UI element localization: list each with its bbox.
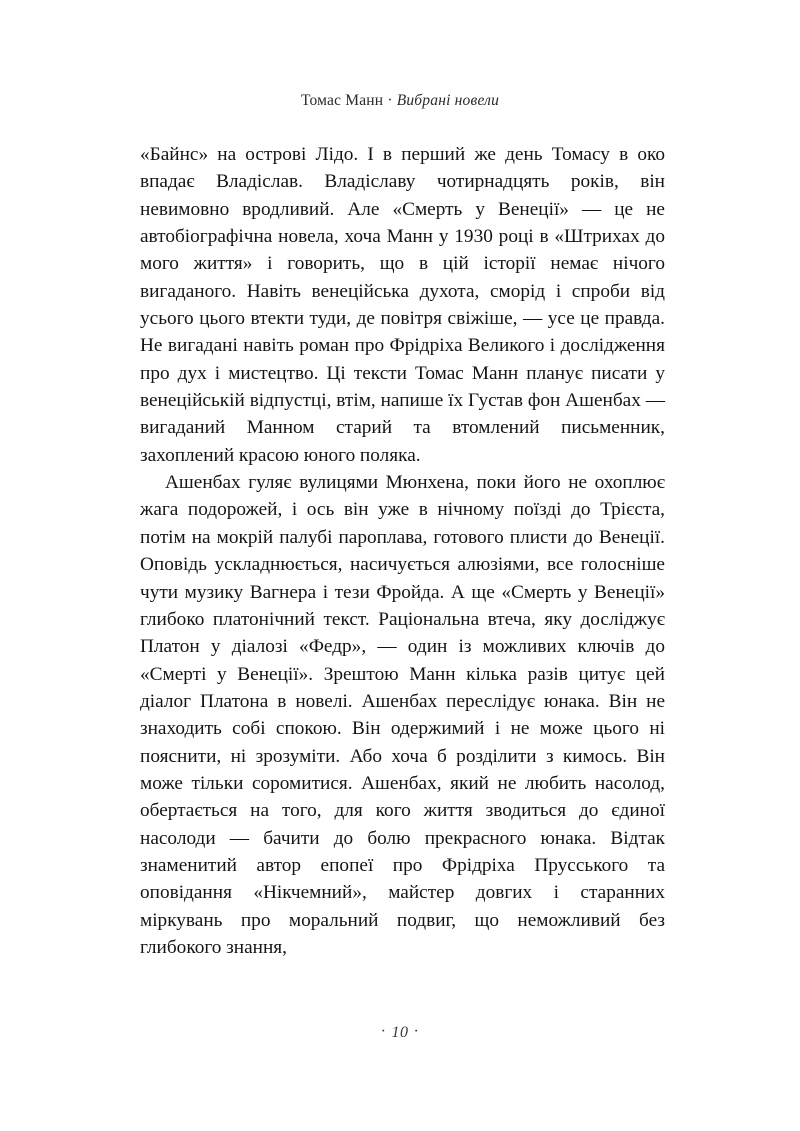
- page-number: [0, 1024, 800, 1042]
- body-text-block: [140, 141, 665, 961]
- running-head-title: Вибрані новели: [396, 92, 500, 109]
- running-head-author: Томас Манн: [300, 92, 384, 109]
- folio-right-ornament: ·: [413, 1023, 420, 1040]
- running-head: [0, 91, 800, 111]
- running-head-separator: ·: [387, 92, 393, 109]
- folio-left-ornament: ·: [380, 1023, 387, 1040]
- body-paragraph-2: Ашенбах гуляє вулицями Мюнхена, поки його не охоплює жага подорожей, і ось він уже в нічному поїзді до Трієста, потім на мокрій палубі пароплава, готового плисти до Венеції. Оповідь ускладнюється, насичується алюзіями, все голосніше чути музику Вагнера і тези Фройда. А ще «Смерть у Венеції» глибоко платонічний текст. Раціональна втеча, яку досліджує Платон у діалозі «Федр», — один із можливих ключів до «Смерті у Венеції». Зрештою Манн кілька разів цитує цей діалог Платона в новелі. Ашенбах переслідує юнака. Він не знаходить собі спокою. Він одержимий і не може цього ні пояснити, ні зрозуміти. Або хоча б розділити з кимось. Він може тільки соромитися. Ашенбах, який не любить насолод, обертається на того, для кого життя зводиться до єдиної насолоди — бачити до болю прекрасного юнака. Відтак знаменитий автор епопеї про Фрідріха Прусського та оповідання «Нікчемний», майстер довгих і старанних міркувань про моральний подвиг, що неможливий без глибокого знання,: [140, 472, 665, 958]
- folio-number: 10: [391, 1024, 409, 1041]
- body-paragraph-1: «Байнс» на острові Лідо. І в перший же день Томасу в око впадає Владіслав. Владіславу чотирнадцять років, він невимовно вродливий. Але «Смерть у Венеції» — це не автобіографічна новела, хоча Манн у 1930 році в «Штрихах до мого життя» і говорить, що в цій історії немає нічого вигаданого. Навіть венеційська духота, сморід і спроби від усього цього втекти туди, де повітря свіжіше, — усе це правда. Не вигадані навіть роман про Фрідріха Великого і дослідження про дух і мистецтво. Ці тексти Томас Манн планує писати у венеційській відпустці, втім, напише їх Густав фон Ашенбах — вигаданий Манном старий та втомлений письменник, захоплений красою юного поляка.: [140, 144, 665, 466]
